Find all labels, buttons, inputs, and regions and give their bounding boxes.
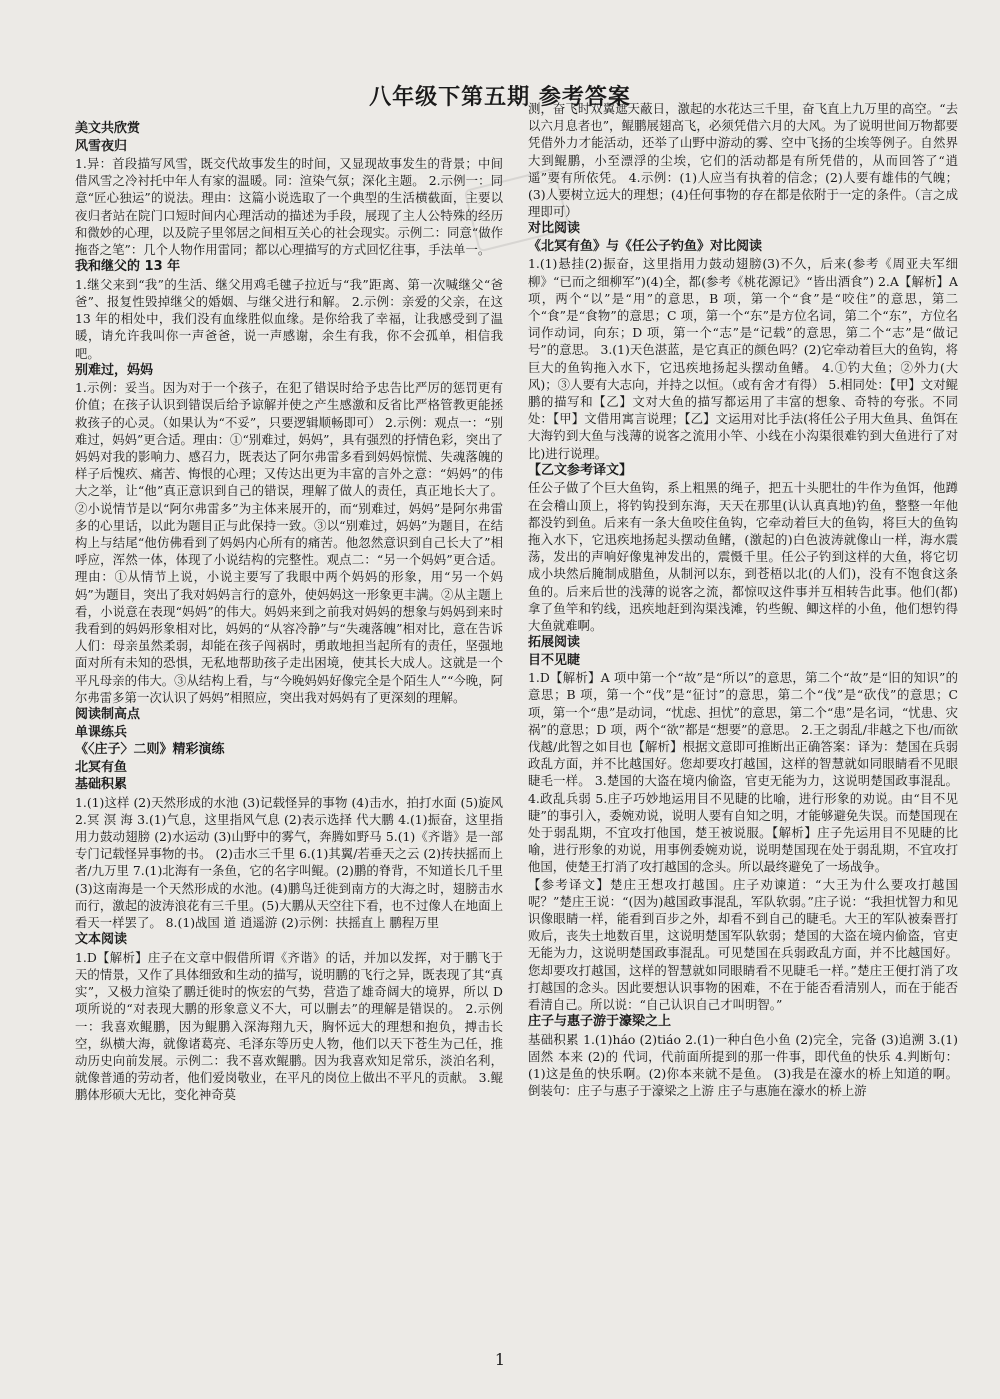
section-heading: 美文共欣赏: [75, 121, 141, 136]
section-heading: 我和继父的 13 年: [75, 259, 181, 275]
section-heading: 目不见睫: [528, 652, 581, 668]
section-heading: 对比阅读: [528, 221, 581, 237]
answer-paragraph: 1.(1)悬挂(2)振奋，这里指用力鼓动翅膀(3)不久，后来(参考《周亚夫军细柳》“已而之细柳军”)(4)全，都(参考《桃花源记》“皆出酒食”) 2.A【解析】A 项，两个“以”是“用”的意思，B 项，第一个“食”是“咬住”的意思，第二个“食”是“食物”的意思；C 项，第一个“东”是方位名词，第二个“东”，方位名词作动词，向东；D 项，第一个“志”是“记载”的意思，第二个“志”是“做记号”的意思。 3.(1)天色湛蓝，是它真正的颜色吗？(2)它牵动着巨大的鱼钩，将巨大的鱼钩拖入水下，它迅疾地扬起头摆动鱼鳍。 4.①钓大鱼；②外力(大风)；③人要有大志向，并持之以恒。（或有舍才有得） 5.相同处：【甲】文对鲲鹏的描写和【乙】文对大鱼的描写都运用了丰富的想象、奇特的夸张。不同处：【甲】文借用寓言说理；【乙】文运用对比手法(将任公子用大鱼具、鱼饵在大海钓到大鱼与浅薄的说客之流用小竿、小线在小沟渠很难钓到大鱼进行了对比)进行说理。: [528, 256, 958, 461]
right-column: [528, 100, 958, 1390]
page-title: 八年级下第五期 参考答案: [369, 85, 631, 110]
answer-paragraph: 基础积累 1.(1)háo (2)tiáo 2.(1)一种白色小鱼 (2)完全，完备 (3)追溯 3.(1)固然 本来 (2)的 代词，代前面所提到的那一件事，即代鱼的快乐 4.判断句：(1)这是鱼的快乐啊。(2)你本来就不是鱼。 (3)我是在濠水的桥上知道的啊。 倒装句：庄子与惠子于濠梁之上游 庄子与惠施在濠水的桥上游: [528, 1031, 958, 1099]
page-number: 1: [494, 1350, 506, 1369]
answer-paragraph: 1.示例：妥当。因为对于一个孩子，在犯了错误时给予忠告比严厉的惩罚更有价值；在孩子认识到错误后给予谅解并使之产生感激和反省比严格管教更能拯救孩子的心灵。（如果认为“不妥”，只要逻辑顺畅即可） 2.示例：观点一：“别难过，妈妈”更合适。理由：①“别难过，妈妈”，具有强烈的抒情色彩，突出了妈妈对我的影响力、感召力，既表达了阿尔弗雷多看到妈妈惊慌、失魂落魄的样子后愧疚、痛苦、悔恨的心理；又传达出更为丰富的言外之意：“妈妈”的伟大之举，让“他”真正意识到自己的错误，理解了做人的责任，真正地长大了。②小说情节是以“阿尔弗雷多”为主体来展开的，而“别难过，妈妈”是阿尔弗雷多的心里话，以此为题目正与此保持一致。③以“别难过，妈妈”为题目，在结构上与结尾“他仿佛看到了妈妈内心所有的痛苦。他忽然意识到自己长大了”相呼应，浑然一体，体现了小说结构的完整性。观点二：“另一个妈妈”更合适。理由：①从情节上说，小说主要写了我眼中两个妈妈的形象，用“另一个妈妈”为题目，突出了我对妈妈言行的意外，使妈妈这一形象更丰满。②从主题上看，小说意在表现“妈妈”的伟大。妈妈来到之前我对妈妈的想象与妈妈到来时我看到的妈妈形象相对比，妈妈的“从容冷静”与“失魂落魄”相对比，意在告诉人们：母亲虽然柔弱，却能在孩子闯祸时，勇敢地担当起所有的责任，坚强地面对所有未知的恐惧，无私地帮助孩子走出困境，使其长大成人。这就是一个平凡母亲的伟大。③从结构上看，与“今晚妈妈好像完全是个陌生人”“今晚，阿尔弗雷多第一次认识了妈妈”相照应，突出我对妈妈有了更深刻的理解。: [75, 380, 503, 705]
section-heading: 风雪夜归: [75, 138, 128, 154]
answer-paragraph: 1.(1)这样 (2)天然形成的水池 (3)记载怪异的事物 (4)击水，拍打水面 (5)旋风 2.冥 溟 海 3.(1)气息，这里指风气息 (2)表示选择 代大鹏 4.(1)振奋，这里指用力鼓动翅膀 (2)水运动 (3)山野中的雾气，奔腾如野马 5.(1)《齐谐》是一部专门记载怪异事物的书。 (2)击水三千里 6.(1)其翼/若垂天之云 (2)抟扶摇而上者/九万里 7.(1)北海有一条鱼，它的名字叫鲲。(2)鹏的脊背，不知道长几千里 (3)这南海是一个天然形成的水池。(4)鹏鸟迁徙到南方的大海之时，翅膀击水而行，激起的波涛浪花有三千里。(5)大鹏从天空往下看，也不过像人在地面上看天一样罢了。 8.(1)战国 道 逍遥游 (2)示例：扶摇直上 鹏程万里: [75, 794, 503, 931]
section-heading: 基础积累: [75, 777, 128, 793]
answer-paragraph: 1.D【解析】庄子在文章中假借所谓《齐谐》的话，并加以发挥，对于鹏飞于天的情景，又作了具体细致和生动的描写，说明鹏的飞行之异，既表现了其“真实”，又极力渲染了鹏迁徙时的恢宏的气势，营造了雄奇阔大的境界，所以 D 项所说的“对表现大鹏的形象意义不大，可以删去”的理解是错误的。 2.示例一：我喜欢鲲鹏，因为鲲鹏入深海翔九天，胸怀远大的理想和抱负，搏击长空，纵横大海，就像诸葛亮、毛泽东等历史人物，他们以天下苍生为己任，推动历史向前发展。示例二：我不喜欢鲲鹏。因为我喜欢知足常乐，淡泊名利，就像普通的劳动者，他们爱岗敬业，在平凡的岗位上做出不平凡的贡献。 3.鲲鹏体形硕大无比，变化神奇莫: [75, 949, 503, 1103]
answer-paragraph: 1.继父来到“我”的生活、继父用鸡毛毽子拉近与“我”距离、第一次喊继父“爸爸”、报复性毁掉继父的婚姻、与继父进行和解。 2.示例：亲爱的父亲，在这 13 年的相处中，我们没有血缘胜似血缘。是你给我了幸福，让我感受到了温暖，请允许我叫你一声爸爸，说一声感谢，余生有我，你不会孤单，相信我吧。: [75, 276, 503, 361]
section-heading: 北冥有鱼: [75, 759, 128, 775]
answer-paragraph: 任公子做了个巨大鱼钩，系上粗黑的绳子，把五十头肥壮的牛作为鱼饵，他蹲在会稽山顶上，将钓钩投到东海，天天在那里(认认真真地)钓鱼，整整一年他都没钓到鱼。后来有一条大鱼咬住鱼钩，它牵动着巨大的鱼钩，将巨大的鱼钩拖入水下，它迅疾地扬起头摆动鱼鳍，(激起的)白色波涛就像山一样，海水震荡，发出的声响好像鬼神发出的，震慑千里。任公子钓到这样的大鱼，将它切成小块然后腌制成腊鱼，从制河以东，到苍梧以北(的人们)，没有不饱食这条鱼的。后来后世的浅薄的说客之流，都惊叹这件事并互相转告此事。他们(都)拿了鱼竿和钓线，迅疾地赶到沟渠浅滩，钓些鲵、鲫这样的小鱼，他们想钓得大鱼就难啊。: [528, 480, 958, 633]
answer-paragraph: 1.异：首段描写风雪，既交代故事发生的时间，又显现故事发生的背景；中间借风雪之冷衬托中年人有家的温暖。同：渲染气氛；深化主题。 2.示例一：同意“匠心独运”的说法。理由：这篇小说选取了一个典型的生活横截面，主要以夜归者站在院门口短时间内心理活动的描述为手段，展现了主人公特殊的经历和微妙的心理，以及院子里邻居之间相互关心的社会现实。示例二：同意“做作拖沓之笔”：几个人物作用雷同；都以心理描写的方式回忆往事，手法单一。: [75, 156, 503, 258]
section-heading: 拓展阅读: [528, 635, 581, 651]
section-heading: 别难过，妈妈: [75, 362, 154, 378]
section-heading: 阅读制高点: [75, 707, 141, 723]
section-heading: 《北冥有鱼》与《任公子钓鱼》对比阅读: [528, 238, 763, 254]
section-heading: 单课练兵: [75, 724, 128, 740]
answer-paragraph: 【参考译文】楚庄王想攻打越国。庄子劝谏道：“大王为什么要攻打越国呢？”楚庄王说：“(因为)越国政事混乱，军队软弱。”庄子说：“我担忧智力和见识像眼睛一样，能看到百步之外，却看不到自己的睫毛。大王的军队被秦晋打败后，丧失土地数百里，这说明楚国军队软弱；楚国的大盗在境内偷盗，官吏无能为力，这说明楚国政事混乱。可见楚国在兵弱政乱方面，并不比越国好。您却要攻打越国，这样的智慧就如同眼睛看不见睫毛一样。”楚庄王便打消了攻打越国的念头。因此要想认识事物的困难，不在于能否看清别人，而在于能否看清自己。所以说：“自己认识自己才叫明智。”: [528, 876, 958, 1013]
left-column: [75, 120, 503, 1350]
section-heading: 《〈庄子〉二则》精彩演练: [75, 742, 225, 758]
section-heading: 文本阅读: [75, 932, 128, 948]
answer-paragraph: 测，奋飞时双翼遮天蔽日，激起的水花达三千里，奋飞直上九万里的高空。“去以六月息者也”，鲲鹏展翅高飞，必须凭借六月的大风。为了说明世间万物都要凭借外力才能活动，还举了山野中游动的雾、空中飞扬的尘埃等例子。自然界大到鲲鹏，小至漂浮的尘埃，它们的活动都是有所凭借的，从而回答了“逍遥”要有所依凭。 4.示例：(1)人应当有执着的信念；(2)人要有雄伟的气魄；(3)人要树立远大的理想；(4)任何事物的存在都是依附于一定的条件。（言之成理即可）: [528, 101, 958, 220]
answer-paragraph: 1.D【解析】A 项中第一个“故”是“所以”的意思，第二个“故”是“旧的知识”的意思；B 项，第一个“伐”是“征讨”的意思，第二个“伐”是“砍伐”的意思；C 项，第一个“患”是动词，“忧虑、担忧”的意思，第二个“患”是名词，“忧患、灾祸”的意思；D 项，两个“欲”都是“想要”的意思。 2.王之弱乱/非越之下也/而欲伐越/此智之如目也【解析】根据文意即可推断出正确答案：译为：楚国在兵弱政乱方面，并不比越国好。您却要攻打越国，这样的智慧就如同眼睛看不见眼睫毛一样。 3.楚国的大盗在境内偷盗，官吏无能为力，这说明楚国政事混乱。 4.政乱兵弱 5.庄子巧妙地运用目不见睫的比喻，进行形象的劝说。由“目不见睫”的事引入，委婉劝说，说明人要有自知之明，才能够避免失误。而楚国现在处于弱乱期，不宜攻打他国，楚王被说服。【解析】庄子先运用目不见睫的比喻，进行形象的劝说，用事例委婉劝说，说明楚国现在处于弱乱期，不宜攻打他国，使楚王打消了攻打越国的念头。所以最终避免了一场战争。: [528, 670, 958, 875]
section-heading: 【乙文参考译文】: [528, 462, 633, 478]
section-heading: 庄子与惠子游于濠梁之上: [528, 1014, 672, 1030]
